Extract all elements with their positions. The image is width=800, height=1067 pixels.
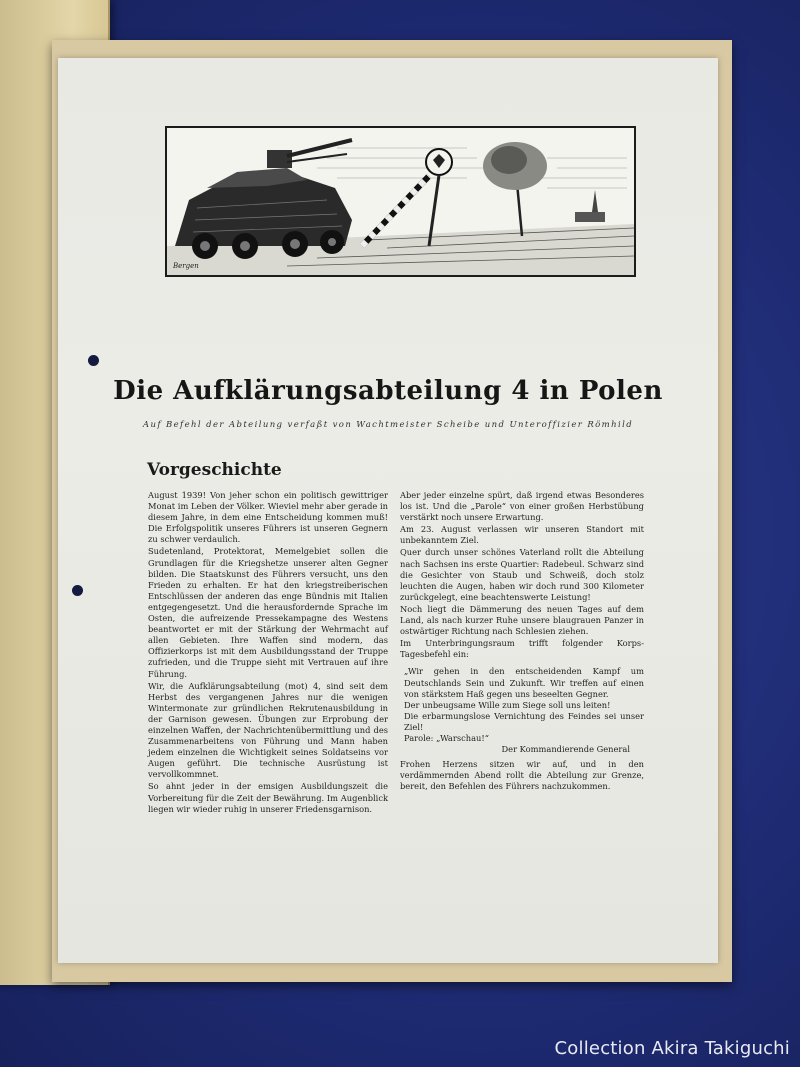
paragraph: Noch liegt die Dämmerung des neuen Tages auf dem Land, als nach kurzer Ruhe unsere blaugrauen Panzer in ostwärtiger Richtung nach Schlesien ziehen.	[400, 603, 644, 637]
closing-paragraph: Frohen Herzens sitzen wir auf, und in den verdämmernden Abend rollt die Abteilung zur Grenze, bereit, den Befehlen des Führers nachzukommen.	[400, 759, 644, 792]
armored-car-illustration	[167, 128, 634, 275]
punch-hole	[88, 355, 99, 366]
svg-text:Bergen: Bergen	[173, 262, 199, 270]
paragraph: August 1939! Von jeher schon ein politisch gewittriger Monat im Leben der Völker. Wieviel mehr aber gerade in diesem Jahre, in dem eine Entscheidung kommen muß! Die Erfolgspolitik unseres Führers ist unseren Gegnern zu schwer verdaulich.	[148, 490, 388, 545]
paragraph: So ahnt jeder in der emsigen Ausbildungszeit die Vorbereitung für die Zeit der Bewährung. Im Augenblick liegen wir wieder ruhig in unserer Friedensgarnison.	[148, 781, 388, 814]
order-line: Parole: „Warschau!“	[404, 732, 489, 743]
paragraph: Wir, die Aufklärungsabteilung (mot) 4, sind seit dem Herbst des vergangenen Jahres nur die wenigen Wintermonate zur gründlichen Rekrutenausbildung in der Garnison gewesen. Übungen zur Erprobung der einzelnen Waffen, der Nachrichtenübermittlung und des Zusammenarbeitens von Führung und Mann haben jedem einzelnen die Wichtigkeit seines Soldatseins vor Augen geführt. Die technische Ausrüstung ist vervollkommnet.	[148, 680, 388, 780]
order-line: Der unbeugsame Wille zum Siege soll uns leiten!	[404, 699, 611, 710]
watermark: Collection Akira Takiguchi	[554, 1038, 790, 1059]
header-illustration	[165, 126, 636, 277]
paragraph: Im Unterbringungsraum trifft folgender Korps-Tagesbefehl ein:	[400, 638, 644, 660]
order-line: „Wir gehen in den entscheidenden Kampf um Deutschlands Sein und Zukunft. Wir treffen auf einen von stärkstem Haß gegen uns beseelten Gegner.	[404, 666, 644, 699]
paragraph: Quer durch unser schönes Vaterland rollt die Abteilung nach Sachsen ins erste Quartier: Radebeul. Schwarz sind die Gesichter von Staub und Schweiß, doch stolz leuchten die Augen, haben wir doch rund 300 Kilometer zurückgelegt, eine beachtenswerte Leistung!	[400, 547, 644, 602]
right-column	[400, 490, 644, 793]
order-signature: Der Kommandierende General	[501, 744, 630, 755]
section-heading: Vorgeschichte	[147, 460, 282, 480]
document-title: Die Aufklärungsabteilung 4 in Polen	[113, 376, 663, 406]
document-subtitle: Auf Befehl der Abteilung verfaßt von Wachtmeister Scheibe und Unteroffizier Römhild	[142, 420, 634, 430]
paragraph: Sudetenland, Protektorat, Memelgebiet sollen die Grundlagen für die Kriegshetze unserer alten Gegner bilden. Die Staatskunst des Führers versucht, uns den Frieden zu erhalten. Er hat den kriegstreiberischen Entschlüssen der anderen das enge Bündnis mit Italien entgegengesetzt. Und die herausfordernde Sprache im Osten, die aufreizende Pressekampagne des Westens beantwortet er mit der Stärkung der Wehrmacht auf allen Gebieten. Ihre Waffen sind modern, das Offizierkorps ist mit dem Ausbildungsstand der Truppe zufrieden, und die Truppe sieht mit Vertrauen auf ihre Führung.	[148, 546, 388, 679]
paragraph: Am 23. August verlassen wir unseren Standort mit unbekanntem Ziel.	[400, 524, 644, 546]
corps-order	[400, 666, 644, 755]
document-page	[58, 58, 718, 963]
punch-hole	[72, 585, 83, 596]
order-line: Die erbarmungslose Vernichtung des Feindes sei unser Ziel!	[404, 710, 644, 732]
left-column	[148, 490, 388, 816]
paragraph: Aber jeder einzelne spürt, daß irgend etwas Besonderes los ist. Und die „Parole“ von einer großen Herbstübung verstärkt noch unsere Erwartung.	[400, 490, 644, 523]
